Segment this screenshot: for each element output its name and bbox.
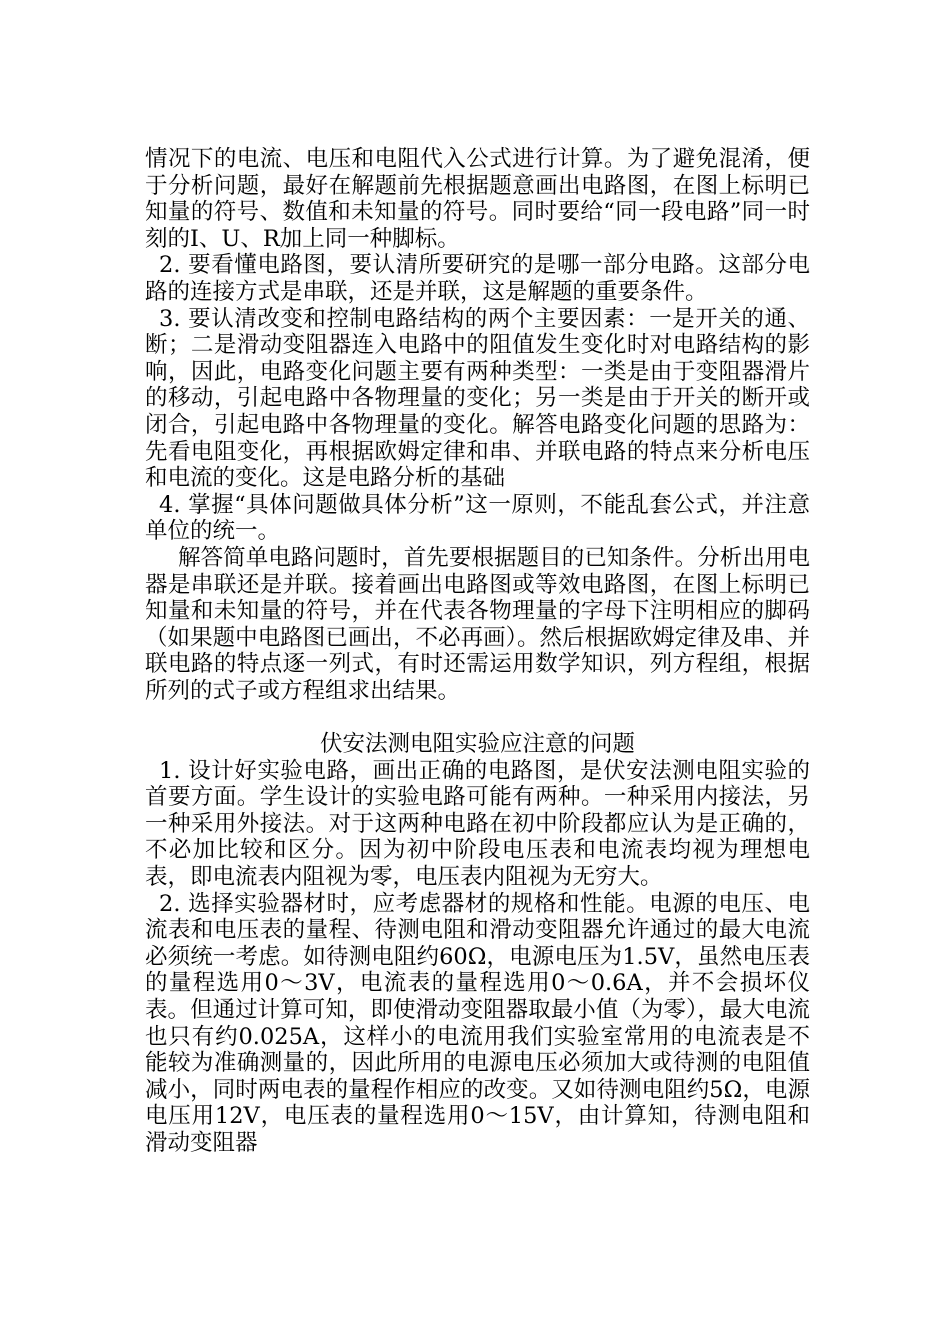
paragraph-experiment-point-1: 1. 设计好实验电路，画出正确的电路图，是伏安法测电阻实验的首要方面。学生设计的实验电路可能有两种。一种采用内接法，另一种采用外接法。对于这两种电路在初中阶段都应认为是正确的，不必加比较和区分。因为初中阶段电压表和电流表均视为理想电表，即电流表内阻视为零，电压表内阻视为无穷大。 [145, 757, 810, 891]
document-page [145, 146, 810, 1157]
paragraph-experiment-point-2: 2. 选择实验器材时，应考虑器材的规格和性能。电源的电压、电流表和电压表的量程、待测电阻和滑动变阻器允许通过的最大电流必须统一考虑。如待测电阻约60Ω，电源电压为1.5V，虽然电压表的量程选用0～3V，电流表的量程选用0～0.6A，并不会损坏仪表。但通过计算可知，即使滑动变阻器取最小值（为零），最大电流也只有约0.025A，这样小的电流用我们实验室常用的电流表是不能较为准确测量的，因此所用的电源电压必须加大或待测的电阻值减小，同时两电表的量程作相应的改变。又如待测电阻约5Ω，电源电压用12V，电压表的量程选用0～15V，由计算知，待测电阻和滑动变阻器 [145, 890, 810, 1156]
paragraph-point-3: 3. 要认清改变和控制电路结构的两个主要因素：一是开关的通、断；二是滑动变阻器连入电路中的阻值发生变化时对电路结构的影响，因此，电路变化问题主要有两种类型：一类是由于变阻器滑片的移动，引起电路中各物理量的变化；另一类是由于开关的断开或闭合，引起电路中各物理量的变化。解答电路变化问题的思路为：先看电阻变化，再根据欧姆定律和串、并联电路的特点来分析电压和电流的变化。这是电路分析的基础 [145, 305, 810, 492]
paragraph-formula-usage: 情况下的电流、电压和电阻代入公式进行计算。为了避免混淆，便于分析问题，最好在解题前先根据题意画出电路图，在图上标明已知量的符号、数值和未知量的符号。同时要给“同一段电路”同一时刻的I、U、R加上同一种脚标。 [145, 146, 810, 252]
paragraph-point-2: 2. 要看懂电路图，要认清所要研究的是哪一部分电路。这部分电路的连接方式是串联，还是并联，这是解题的重要条件。 [145, 252, 810, 305]
blank-line [145, 704, 810, 731]
section-title: 伏安法测电阻实验应注意的问题 [319, 731, 635, 758]
paragraph-solving-method: 解答简单电路问题时，首先要根据题目的已知条件。分析出用电器是串联还是并联。接着画出电路图或等效电路图，在图上标明已知量和未知量的符号，并在代表各物理量的字母下注明相应的脚码（如果题中电路图已画出，不必再画）。然后根据欧姆定律及串、并联电路的特点逐一列式，有时还需运用数学知识，列方程组，根据所列的式子或方程组求出结果。 [145, 544, 810, 704]
paragraph-point-4: 4. 掌握“具体问题做具体分析”这一原则，不能乱套公式，并注意单位的统一。 [145, 491, 810, 545]
